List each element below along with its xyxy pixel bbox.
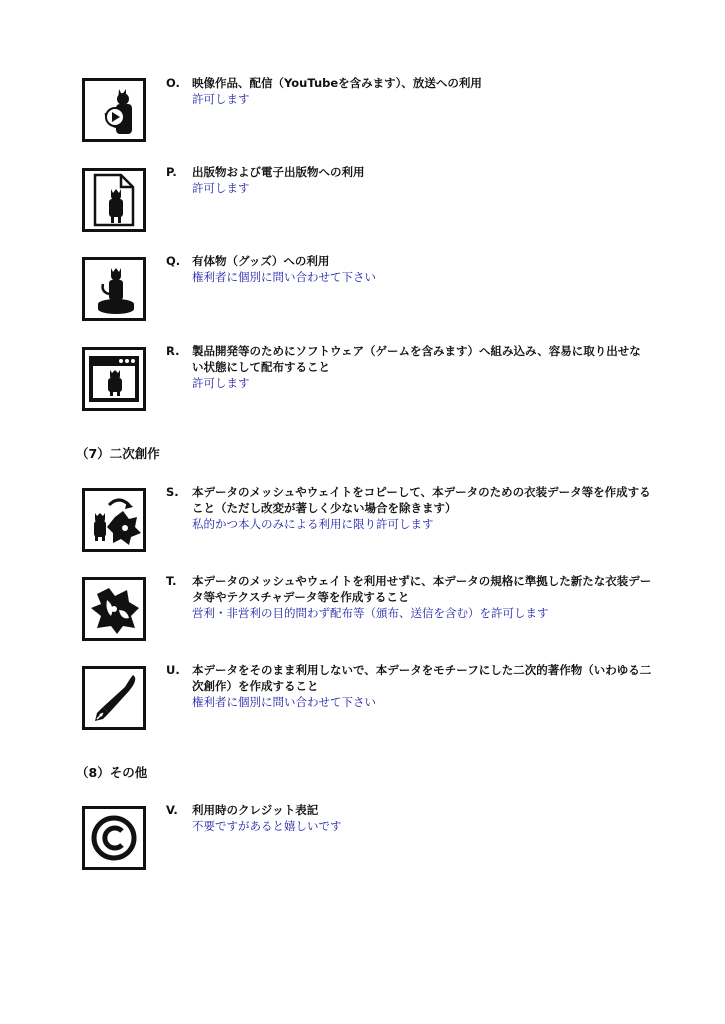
item-letter: P. xyxy=(166,165,177,179)
item-letter: S. xyxy=(166,485,179,499)
item-text: 有体物（グッズ）への利用 xyxy=(192,254,330,268)
item-answer: 権利者に個別に問い合わせて下さい xyxy=(192,695,376,709)
cat-software-window-icon xyxy=(82,347,146,411)
item-answer: 権利者に個別に問い合わせて下さい xyxy=(192,270,376,284)
item-text: 本データのメッシュやウェイトをコピーして、本データのための衣装データ等を作成すること（ただし改変が著しく少ない場合を除きます） xyxy=(192,485,651,515)
cat-play-video-icon xyxy=(82,78,146,142)
item-answer: 許可します xyxy=(192,181,250,195)
item-text: 本データをそのまま利用しないで、本データをモチーフにした二次的著作物（いわゆる二次創作）を作成すること xyxy=(192,663,652,693)
item-text: 本データのメッシュやウェイトを利用せずに、本データの規格に準拠した新たな衣装データ等やテクスチャデータ等を作成すること xyxy=(192,574,652,604)
item-letter: Q. xyxy=(166,254,181,268)
clothing-icon xyxy=(82,577,146,641)
item-text: 製品開発等のためにソフトウェア（ゲームを含みます）へ組み込み、容易に取り出せない状態にして配布すること xyxy=(192,344,641,374)
item-letter: T. xyxy=(166,574,177,588)
cat-figure-goods-icon xyxy=(82,257,146,321)
section-heading-derivative: （7）二次創作 xyxy=(76,446,160,461)
cat-document-icon xyxy=(82,168,146,232)
item-letter: U. xyxy=(166,663,180,677)
item-letter: R. xyxy=(166,344,180,358)
item-text: 映像作品、配信（YouTubeを含みます）、放送への利用 xyxy=(192,76,482,90)
section-heading-other: （8）その他 xyxy=(76,765,148,780)
item-answer: 営利・非営利の目的問わず配布等（頒布、送信を含む）を許可します xyxy=(192,606,549,620)
item-answer: 不要ですがあると嬉しいです xyxy=(192,819,342,833)
cat-clothing-copy-icon xyxy=(82,488,146,552)
item-text: 出版物および電子出版物への利用 xyxy=(192,165,365,179)
item-answer: 私的かつ本人のみによる利用に限り許可します xyxy=(192,517,434,531)
item-answer: 許可します xyxy=(192,376,250,390)
item-letter: O. xyxy=(166,76,180,90)
item-answer: 許可します xyxy=(192,92,250,106)
item-letter: V. xyxy=(166,803,178,817)
copyright-icon xyxy=(82,806,146,870)
item-text: 利用時のクレジット表記 xyxy=(192,803,319,817)
pen-nib-icon xyxy=(82,666,146,730)
